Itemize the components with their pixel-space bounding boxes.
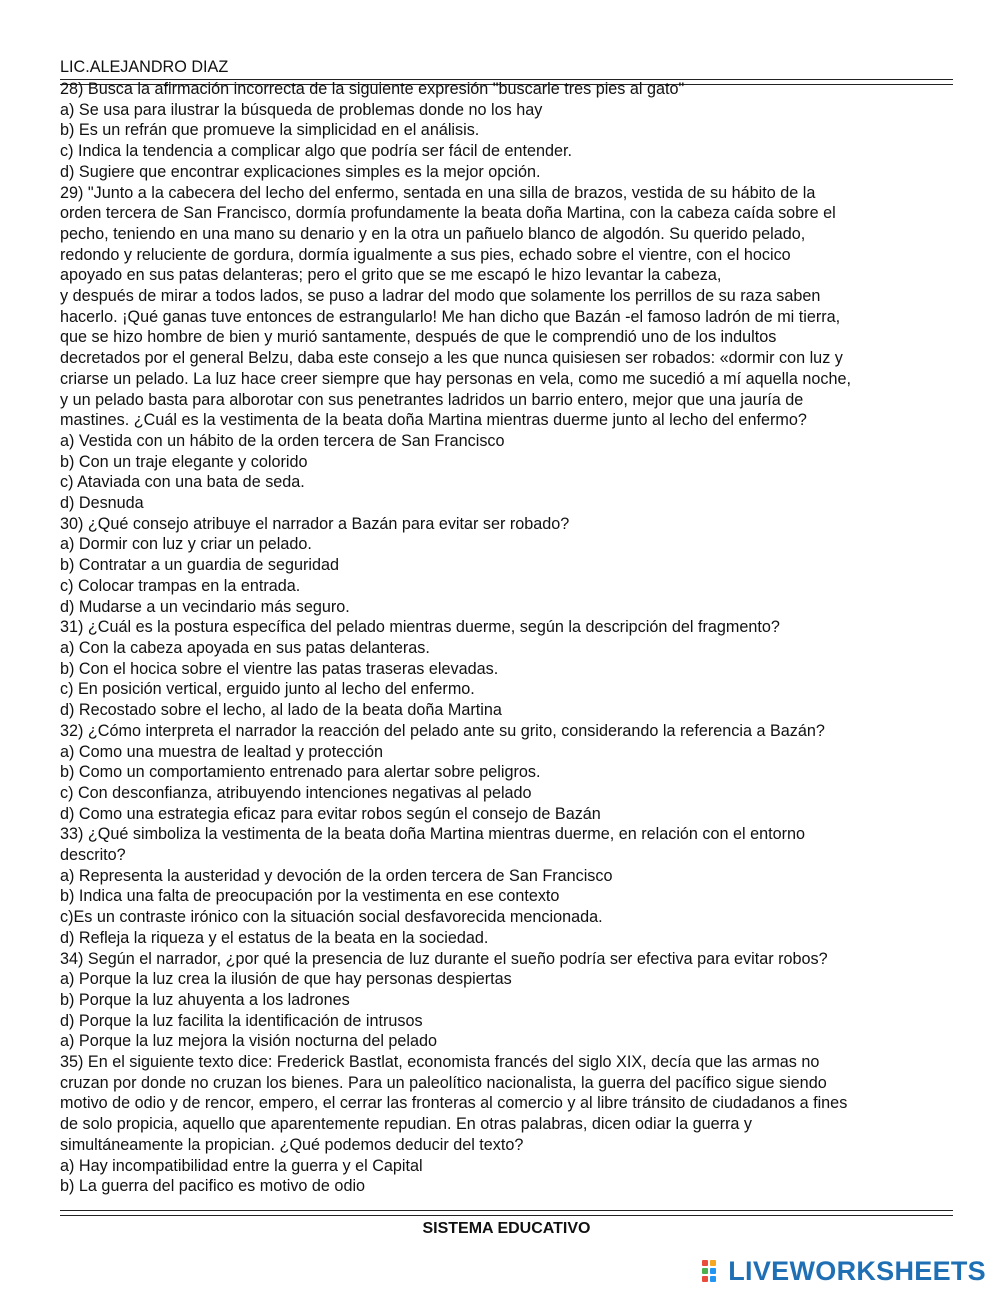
footer-rule — [60, 1210, 953, 1216]
passage-29-line: que se hizo hombre de bien y murió santamente, después de que le comprendió uno de los indultos — [60, 328, 777, 347]
passage-29-line: pecho, teniendo en una mano su denario y en la otra un pañuelo blanco de algodón. Su querido pelado, — [60, 224, 806, 243]
option-31-a: a) Con la cabeza apoyada en sus patas delanteras. — [60, 638, 430, 657]
option-32-b: b) Como un comportamiento entrenado para alertar sobre peligros. — [60, 763, 541, 782]
passage-29-line: 29) "Junto a la cabecera del lecho del enfermo, sentada en una silla de brazos, vestida de su hábito de la — [60, 183, 816, 202]
question-33: 33) ¿Qué simboliza la vestimenta de la beata doña Martina mientras duerme, en relación con el entorno — [60, 825, 806, 844]
option-35-b: b) La guerra del pacifico es motivo de odio — [60, 1177, 366, 1196]
passage-35-line: de solo propicia, aquello que aparentemente repudian. En otras palabras, dicen odiar la guerra y — [60, 1115, 753, 1134]
option-29-c: c) Ataviada con una bata de seda. — [60, 473, 305, 492]
option-29-a: a) Vestida con un hábito de la orden tercera de San Francisco — [60, 431, 505, 450]
author-header: LIC.ALEJANDRO DIAZ — [60, 58, 229, 76]
liveworksheets-logo[interactable] — [702, 1255, 986, 1287]
option-28-a: a) Se usa para ilustrar la búsqueda de problemas donde no los hay — [60, 100, 543, 119]
question-31: 31) ¿Cuál es la postura específica del pelado mientras duerme, según la descripción del fragmento? — [60, 618, 780, 637]
option-34-a: a) Porque la luz crea la ilusión de que hay personas despiertas — [60, 970, 512, 989]
option-29-b: b) Con un traje elegante y colorido — [60, 452, 308, 471]
liveworksheets-mark-icon — [702, 1258, 724, 1284]
option-33-c: c)Es un contraste irónico con la situación social desfavorecida mencionada. — [60, 908, 603, 927]
passage-35-line: motivo de odio y de rencor, empero, el cerrar las fronteras al comercio y al libre tránsito de ciudadanos a fines — [60, 1094, 848, 1113]
option-34-a2: a) Porque la luz mejora la visión nocturna del pelado — [60, 1032, 438, 1051]
option-33-a: a) Representa la austeridad y devoción de la orden tercera de San Francisco — [60, 866, 613, 885]
option-32-a: a) Como una muestra de lealtad y protección — [60, 742, 384, 761]
page-footer — [60, 1208, 953, 1238]
option-34-d: d) Porque la luz facilita la identificación de intrusos — [60, 1011, 423, 1030]
option-30-b: b) Contratar a un guardia de seguridad — [60, 556, 339, 575]
option-33-d: d) Refleja la riqueza y el estatus de la beata en la sociedad. — [60, 928, 489, 947]
option-31-b: b) Con el hocica sobre el vientre las patas traseras elevadas. — [60, 659, 499, 678]
option-30-a: a) Dormir con luz y criar un pelado. — [60, 535, 312, 554]
passage-29-line: y después de mirar a todos lados, se puso a ladrar del modo que solamente los perrillos de su raza saben — [60, 287, 821, 306]
passage-35-line: cruzan por donde no cruzan los bienes. Para un paleolítico nacionalista, la guerra del pacífico sigue siendo — [60, 1073, 827, 1092]
option-31-c: c) En posición vertical, erguido junto al lecho del enfermo. — [60, 680, 475, 699]
question-34: 34) Según el narrador, ¿por qué la presencia de luz durante el sueño podría ser efectiva para evitar robos? — [60, 949, 828, 968]
question-33-cont: descrito? — [60, 846, 126, 865]
questions-body — [60, 79, 953, 1197]
option-28-b: b) Es un refrán que promueve la simplicidad en el análisis. — [60, 121, 480, 140]
passage-35-line: simultáneamente la propician. ¿Qué podemos deducir del texto? — [60, 1135, 524, 1154]
passage-35-line: 35) En el siguiente texto dice: Frederick Bastlat, economista francés del siglo XIX, decía que las armas no — [60, 1053, 820, 1072]
option-28-c: c) Indica la tendencia a complicar algo que podría ser fácil de entender. — [60, 142, 573, 161]
option-28-d: d) Sugiere que encontrar explicaciones simples es la mejor opción. — [60, 162, 541, 181]
footer-title: SISTEMA EDUCATIVO — [422, 1220, 591, 1237]
liveworksheets-wordmark: LIVEWORKSHEETS — [728, 1256, 986, 1286]
worksheet-page — [60, 58, 953, 1197]
option-32-c: c) Con desconfianza, atribuyendo intenciones negativas al pelado — [60, 783, 532, 802]
question-32: 32) ¿Cómo interpreta el narrador la reacción del pelado ante su grito, considerando la referencia a Bazán? — [60, 721, 825, 740]
passage-29-line: orden tercera de San Francisco, dormía profundamente la beata doña Martina, con la cabeza caída sobre el — [60, 204, 836, 223]
option-32-d: d) Como una estrategia eficaz para evitar robos según el consejo de Bazán — [60, 804, 601, 823]
passage-29-line: redondo y reluciente de gordura, dormía igualmente a sus pies, echado sobre el vientre, con el hocico — [60, 245, 791, 264]
passage-29-line: hacerlo. ¡Qué ganas tuve entonces de estrangularlo! Me han dicho que Bazán -el famoso ladrón de mi tierra, — [60, 307, 841, 326]
option-34-b: b) Porque la luz ahuyenta a los ladrones — [60, 990, 350, 1009]
passage-29-line: criarse un pelado. La luz hace creer siempre que hay personas en vela, como me sucedió a mí aquella noche, — [60, 369, 851, 388]
question-30: 30) ¿Qué consejo atribuye el narrador a Bazán para evitar ser robado? — [60, 514, 570, 533]
option-31-d: d) Recostado sobre el lecho, al lado de la beata doña Martina — [60, 701, 502, 720]
passage-29-line: mastines. ¿Cuál es la vestimenta de la beata doña Martina mientras duerme junto al lecho del enfermo? — [60, 411, 807, 430]
option-29-d: d) Desnuda — [60, 494, 144, 513]
passage-29-line: apoyado en sus patas delanteras; pero el grito que se me escapó le hizo levantar la cabeza, — [60, 266, 722, 285]
option-30-d: d) Mudarse a un vecindario más seguro. — [60, 597, 350, 616]
question-28: 28) Busca la afirmación incorrecta de la siguiente expresión "buscarle tres pies al gato" — [60, 80, 685, 98]
option-30-c: c) Colocar trampas en la entrada. — [60, 576, 301, 595]
passage-29-line: decretados por el general Belzu, daba este consejo a les que nunca quisiesen ser robados: «dormir con luz y — [60, 349, 843, 368]
option-33-b: b) Indica una falta de preocupación por la vestimenta en ese contexto — [60, 887, 560, 906]
option-35-a: a) Hay incompatibilidad entre la guerra y el Capital — [60, 1156, 423, 1175]
passage-29-line: y un pelado basta para alborotar con sus penetrantes ladridos un barrio entero, mejor que una jauría de — [60, 390, 804, 409]
